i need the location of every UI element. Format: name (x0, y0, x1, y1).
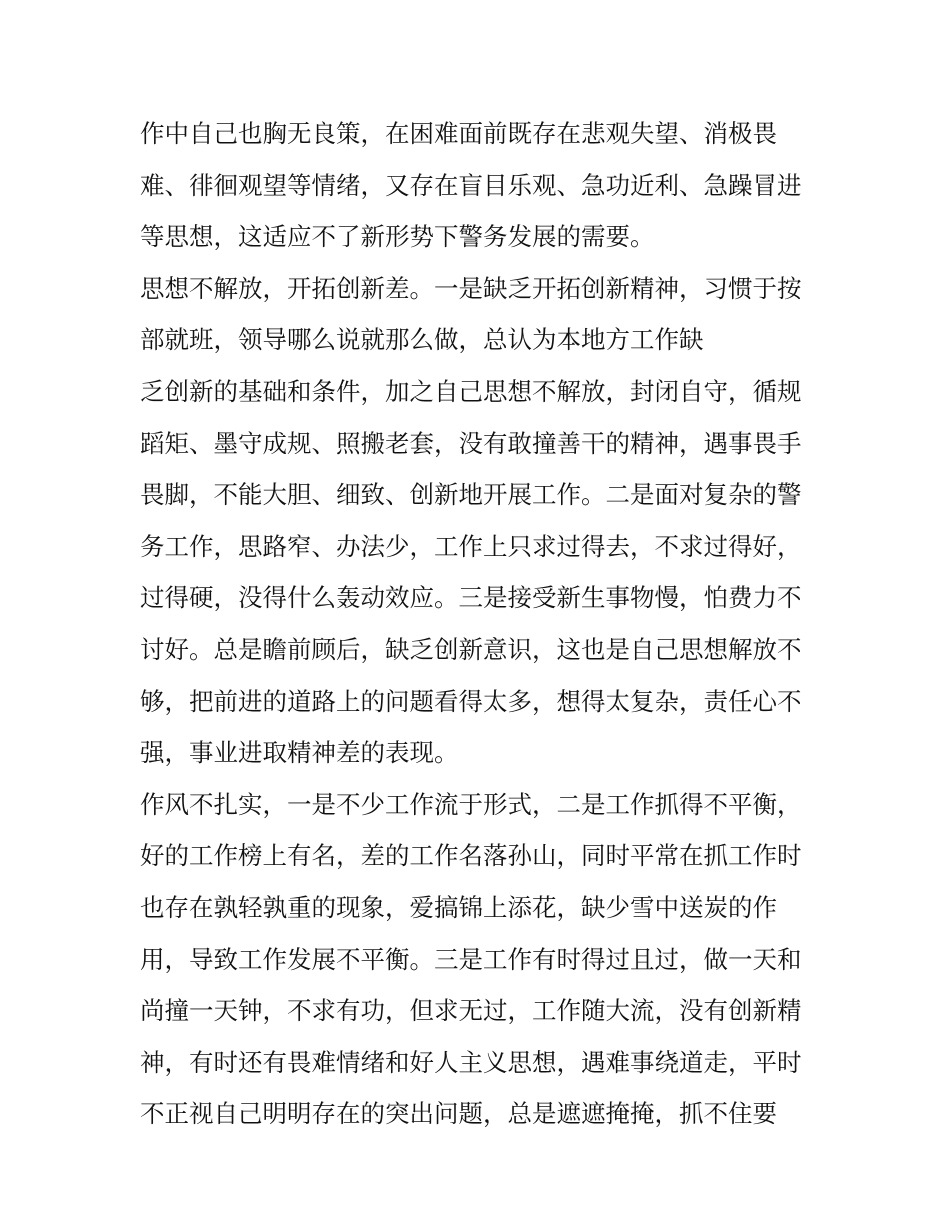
text-line: 难、徘徊观望等情绪，又存在盲目乐观、急功近利、急躁冒进 (140, 170, 802, 200)
text-line: 蹈矩、墨守成规、照搬老套，没有敢撞善干的精神，遇事畏手 (140, 428, 802, 458)
text-line: 等思想，这适应不了新形势下警务发展的需要。 (140, 222, 655, 252)
text-line: 过得硬，没得什么轰动效应。三是接受新生事物慢，怕费力不 (140, 583, 802, 613)
text-line: 够，把前进的道路上的问题看得太多，想得太复杂，责任心不 (140, 686, 802, 716)
text-line: 用，导致工作发展不平衡。三是工作有时得过且过，做一天和 (140, 944, 802, 974)
text-line: 讨好。总是瞻前顾后，缺乏创新意识，这也是自己思想解放不 (140, 634, 802, 664)
text-line: 作风不扎实，一是不少工作流于形式，二是工作抓得不平衡， (140, 789, 802, 819)
text-line: 也存在孰轻孰重的现象，爱搞锦上添花，缺少雪中送炭的作 (140, 892, 777, 922)
text-line: 好的工作榜上有名，差的工作名落孙山，同时平常在抓工作时 (140, 841, 802, 871)
text-line: 思想不解放，开拓创新差。一是缺乏开拓创新精神，习惯于按 (140, 273, 802, 303)
text-line: 畏脚，不能大胆、细致、创新地开展工作。二是面对复杂的警 (140, 480, 802, 510)
text-line: 神，有时还有畏难情绪和好人主义思想，遇难事绕道走，平时 (140, 1047, 802, 1077)
text-line: 务工作，思路窄、办法少，工作上只求过得去，不求过得好， (140, 531, 802, 561)
text-line: 不正视自己明明存在的突出问题，总是遮遮掩掩，抓不住要 (140, 1099, 777, 1129)
text-line: 部就班，领导哪么说就那么做，总认为本地方工作缺 (140, 325, 704, 355)
text-line: 作中自己也胸无良策，在困难面前既存在悲观失望、消极畏 (140, 119, 777, 148)
text-line: 尚撞一天钟，不求有功，但求无过，工作随大流，没有创新精 (140, 996, 802, 1026)
text-line: 乏创新的基础和条件，加之自己思想不解放，封闭自守，循规 (140, 376, 802, 406)
text-line: 强，事业进取精神差的表现。 (140, 738, 459, 768)
body-text (140, 108, 820, 1140)
